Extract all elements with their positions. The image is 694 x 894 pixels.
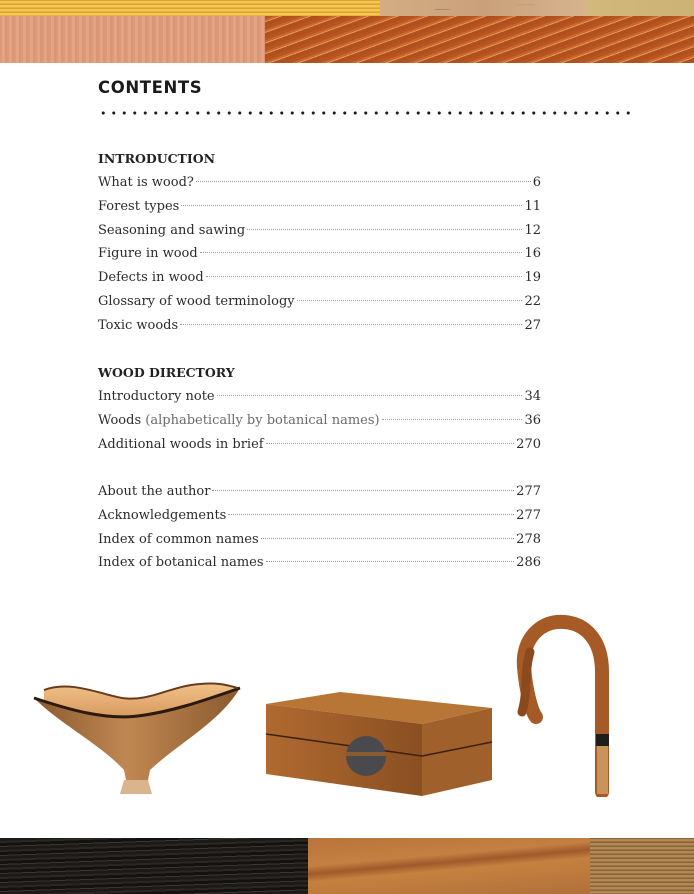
top-wood-band-lower xyxy=(0,16,694,63)
entry-page: 11 xyxy=(524,198,541,214)
section-heading: INTRODUCTION xyxy=(98,151,216,166)
entry-label: Forest types xyxy=(98,198,180,214)
entry-page: 270 xyxy=(516,436,541,452)
page-title: CONTENTS xyxy=(98,78,203,97)
entry-page: 19 xyxy=(524,270,541,286)
dot-leader xyxy=(247,229,522,230)
toc-entry[interactable] xyxy=(98,504,541,528)
wood-swatch-oak xyxy=(590,838,694,894)
entry-page: 27 xyxy=(524,317,541,333)
entry-label: Seasoning and sawing xyxy=(98,222,246,238)
wooden-box-image xyxy=(262,692,494,798)
entry-label-group xyxy=(98,409,380,433)
dot-leader xyxy=(228,514,514,515)
toc-section-wood-directory xyxy=(98,361,541,456)
toc-entry[interactable] xyxy=(98,385,541,409)
entry-page: 36 xyxy=(524,412,541,428)
dot-leader xyxy=(181,205,522,206)
wooden-bowl-image xyxy=(30,672,245,802)
toc-entry[interactable] xyxy=(98,171,541,195)
entry-page: 286 xyxy=(516,555,541,571)
toc-section-introduction xyxy=(98,147,541,338)
toc-entry[interactable] xyxy=(98,195,541,219)
dot-leader xyxy=(261,538,515,539)
bottom-wood-band xyxy=(0,838,694,894)
dot-leader xyxy=(196,181,531,182)
toc-entry[interactable] xyxy=(98,433,541,457)
wood-swatch-burl xyxy=(380,0,588,16)
entry-label: What is wood? xyxy=(98,175,194,190)
dot-leader xyxy=(217,395,523,396)
entry-label: Index of botanical names xyxy=(98,555,264,571)
entry-label: Toxic woods xyxy=(98,317,179,333)
entry-page: 22 xyxy=(524,293,541,309)
toc-entry[interactable] xyxy=(98,266,541,290)
dot-leader xyxy=(180,324,522,325)
wood-swatch-walnut xyxy=(308,838,590,894)
entry-label: Acknowledgements xyxy=(98,507,227,523)
entry-label-note: (alphabetically by botanical names) xyxy=(141,412,380,428)
entry-page: 277 xyxy=(516,507,541,523)
dot-leader xyxy=(266,443,515,444)
dotted-divider xyxy=(98,111,631,115)
entry-label: Glossary of wood terminology xyxy=(98,293,295,309)
entry-page: 16 xyxy=(524,246,541,262)
wood-swatch-khaki xyxy=(588,0,694,16)
toc-section-back-matter xyxy=(98,480,541,575)
dot-leader xyxy=(200,252,523,253)
entry-label: Introductory note xyxy=(98,389,215,404)
toc-entry[interactable] xyxy=(98,290,541,314)
wood-swatch-redwood xyxy=(265,16,694,63)
entry-page: 277 xyxy=(516,484,541,499)
entry-page: 6 xyxy=(532,175,541,190)
toc-entry[interactable] xyxy=(98,528,541,552)
entry-label: Index of common names xyxy=(98,531,259,547)
top-wood-band-upper xyxy=(0,0,694,16)
section-heading: WOOD DIRECTORY xyxy=(98,365,235,380)
entry-label: Woods xyxy=(98,412,142,428)
wood-swatch-ebony xyxy=(0,838,308,894)
entry-page: 278 xyxy=(516,531,541,547)
entry-page: 12 xyxy=(524,222,541,238)
toc-entry[interactable] xyxy=(98,551,541,575)
toc-entry[interactable] xyxy=(98,480,541,504)
toc-entry[interactable] xyxy=(98,409,541,433)
dot-leader xyxy=(206,276,523,277)
toc-entry[interactable] xyxy=(98,242,541,266)
dot-leader xyxy=(297,300,523,301)
toc-entry[interactable] xyxy=(98,314,541,338)
entry-label: Defects in wood xyxy=(98,270,204,286)
wood-swatch-pink xyxy=(0,16,265,63)
walking-stick-image xyxy=(512,612,627,797)
dot-leader xyxy=(382,419,523,420)
dot-leader xyxy=(212,490,514,491)
dot-leader xyxy=(266,561,515,562)
wood-swatch-yellow xyxy=(0,0,380,16)
entry-label: Additional woods in brief xyxy=(98,436,264,452)
entry-label: About the author xyxy=(98,484,211,499)
entry-page: 34 xyxy=(524,389,541,404)
entry-label: Figure in wood xyxy=(98,246,198,262)
toc-entry[interactable] xyxy=(98,219,541,243)
